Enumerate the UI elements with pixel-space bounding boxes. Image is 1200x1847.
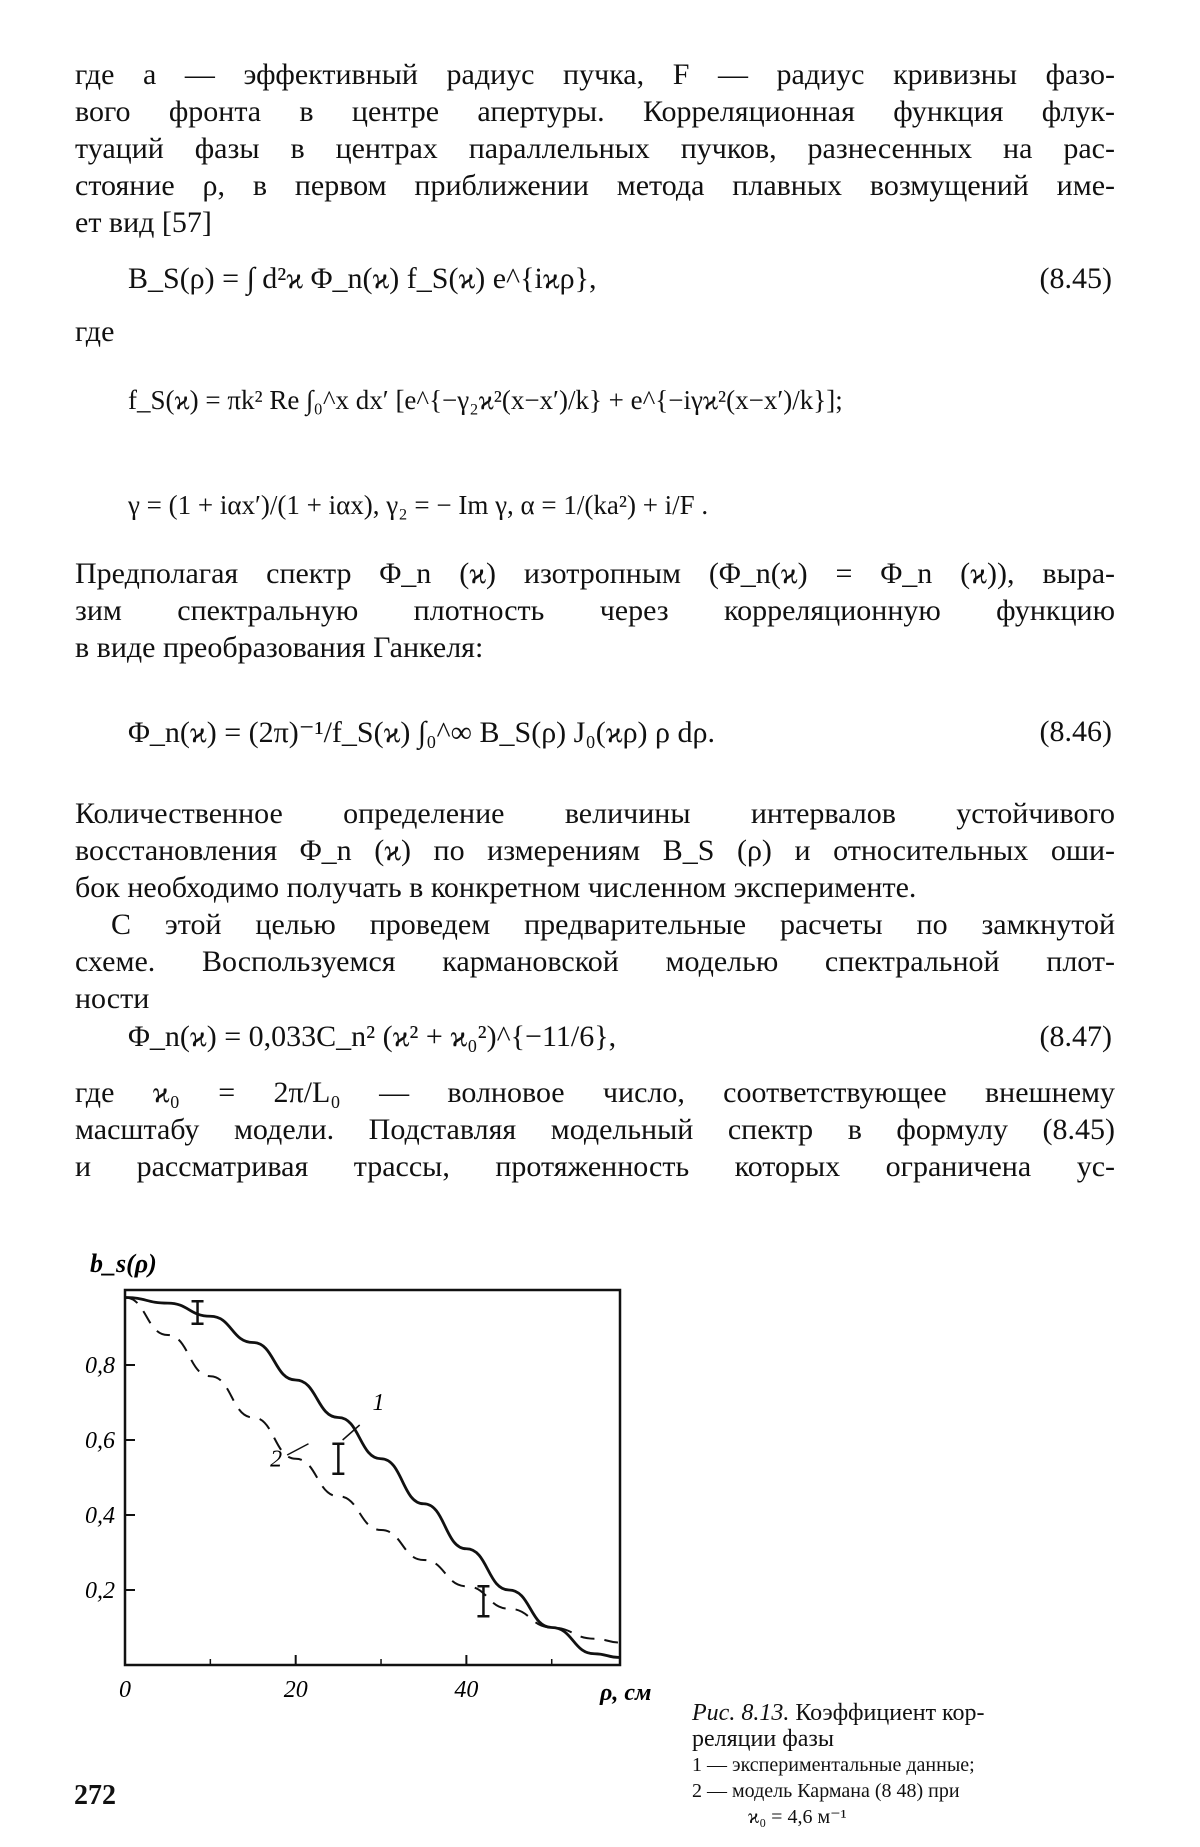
text-line: и рассматривая трассы, протяженность которых ограничена ус- [75,1150,1115,1183]
equation-number-8-47: (8.47) [1039,1020,1112,1053]
equation-number-8-45: (8.45) [1039,262,1112,295]
x-tick-label: 40 [454,1677,479,1703]
x-tick-label: 20 [283,1677,308,1703]
chart-labels [90,1249,651,1706]
figure-caption [692,1700,1112,1830]
text-line: где ϰ₀ = 2π/L₀ — волновое число, соответствующее внешнему [75,1076,1115,1109]
caption-item-2: 2 — модель Кармана (8 48) при [692,1780,960,1802]
text-line: туаций фазы в центрах параллельных пучков, разнесенных на рас- [75,132,1115,165]
y-axis-label: b_s(ρ) [90,1249,157,1278]
series-label-2: 2 [270,1446,283,1473]
equation-number-8-46: (8.46) [1039,715,1112,748]
equation-gamma: γ = (1 + iαx′)/(1 + iαx), γ₂ = − Im γ, α = 1/(ka²) + i/F . [128,490,709,520]
text-line: Количественное определение величины интервалов устойчивого [75,797,1115,830]
paragraph-intro [75,56,1115,241]
text-line: в виде преобразования Ганкеля: [75,631,484,664]
series-curve-2 [125,1298,620,1643]
text-line: схеме. Воспользуемся кармановской моделью спектральной плот- [75,945,1115,978]
y-tick-label: 0,8 [85,1353,115,1379]
text-line: зим спектральную плотность через корреляционную функцию [75,594,1115,627]
caption-text: Коэффициент кор- реляции фазы [692,1700,985,1752]
series-label-2-leader [287,1444,308,1455]
text-line: Предполагая спектр Φ_n (ϰ) изотропным (Φ_n(ϰ) = Φ_n (ϰ)), выра- [75,557,1115,590]
paragraph-wavenumber [75,1074,1115,1185]
phase-correlation-chart [60,1240,680,1740]
text-line: бок необходимо получать в конкретном численном эксперименте. [75,871,917,904]
equation-8-46: Φ_n(ϰ) = (2π)⁻¹/f_S(ϰ) ∫₀^∞ B_S(ρ) J₀(ϰρ) ρ dρ. [128,716,715,749]
text-line: ет вид [57] [75,206,212,239]
caption-item-1: 1 — экспериментальные данные; [692,1754,975,1776]
paragraph-quantitative [75,795,1115,906]
series-label-1: 1 [372,1390,385,1416]
plot-frame [125,1290,620,1665]
caption-heading [692,1700,1112,1752]
text-line: С этой целью проведем предварительные расчеты по замкнутой [111,908,1115,941]
x-axis-label: ρ, см [600,1680,652,1706]
chart-series [125,1298,620,1658]
equation-fs: f_S(ϰ) = πk² Re ∫₀^x dx′ [e^{−γ₂ϰ²(x−x′)/k} + e^{−iγϰ²(x−x′)/k}]; [128,385,843,415]
text-line: вого фронта в центре апертуры. Корреляционная функция флук- [75,95,1115,128]
text-line: стояние ρ, в первом приближении метода плавных возмущений име- [75,169,1115,202]
paragraph-spectrum [75,555,1115,666]
text-line: где a — эффективный радиус пучка, F — радиус кривизны фазо- [75,58,1115,91]
page-number: 272 [74,1780,116,1811]
text-line: масштабу модели. Подставляя модельный спектр в формулу (8.45) [75,1113,1115,1146]
chart-axes [125,1290,620,1665]
y-tick-label: 0,2 [85,1578,115,1604]
word-gde: где [75,315,115,348]
series-curve-1 [125,1298,620,1658]
text-line: восстановления Φ_n (ϰ) по измерениям B_S (ρ) и относительных оши- [75,834,1115,867]
equation-8-45: B_S(ρ) = ∫ d²ϰ Φ_n(ϰ) f_S(ϰ) e^{iϰρ}, [128,262,597,295]
x-tick-label: 0 [119,1677,131,1703]
caption-item-3: ϰ₀ = 4,6 м⁻¹ [748,1806,847,1828]
text-line: ности [75,982,150,1015]
caption-figure-number: Рис. 8.13. [692,1700,790,1726]
paragraph-model [75,906,1115,1017]
y-tick-label: 0,6 [85,1428,115,1454]
y-tick-label: 0,4 [85,1503,115,1529]
equation-8-47: Φ_n(ϰ) = 0,033C_n² (ϰ² + ϰ₀²)^{−11/6}, [128,1020,617,1053]
chart-ticks [85,1353,552,1703]
chart-error-bars [192,1301,490,1616]
